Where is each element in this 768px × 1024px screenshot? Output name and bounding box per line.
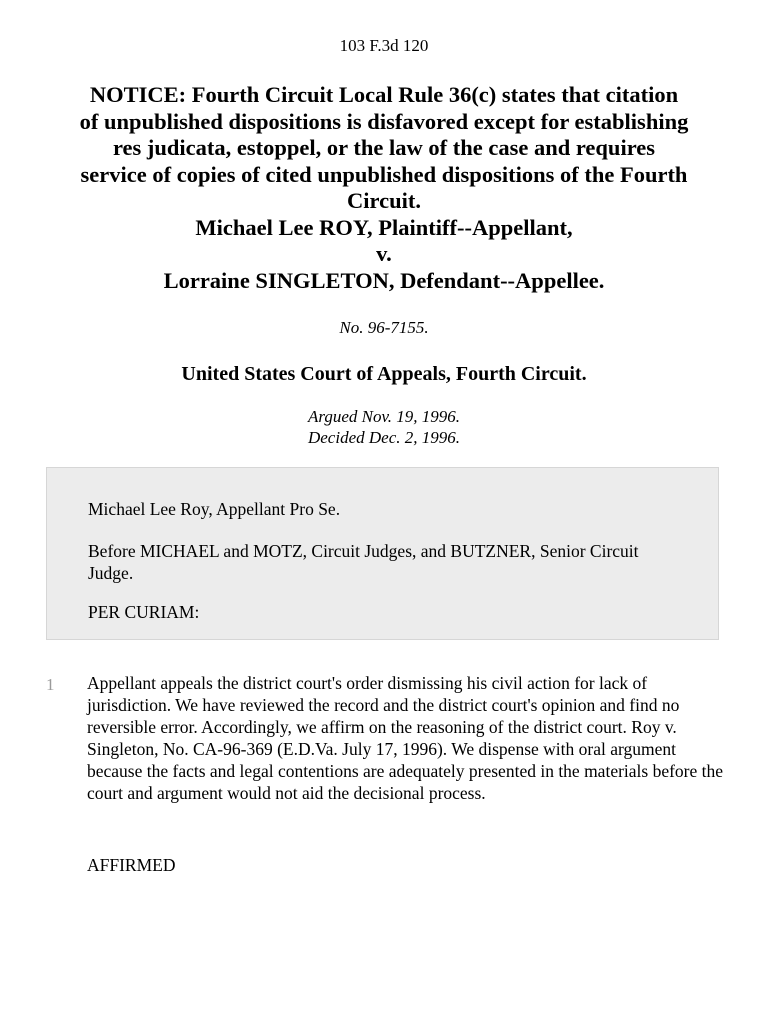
notice-line: NOTICE: Fourth Circuit Local Rule 36(c) states that citation bbox=[89, 82, 679, 107]
argued-date: Argued Nov. 19, 1996. bbox=[307, 407, 461, 426]
per-curiam-line: PER CURIAM: bbox=[88, 602, 200, 622]
versus-line: v. bbox=[376, 241, 392, 266]
notice-line: of unpublished dispositions is disfavored except for establishing bbox=[79, 108, 689, 134]
citation: 103 F.3d 120 bbox=[339, 36, 429, 55]
panel-line: Before MICHAEL and MOTZ, Circuit Judges, and BUTZNER, Senior Circuit Judge. bbox=[88, 541, 639, 583]
disposition: AFFIRMED bbox=[87, 855, 176, 875]
docket-number: No. 96-7155. bbox=[339, 318, 429, 337]
case-heading bbox=[20, 82, 748, 294]
notice-line: service of copies of cited unpublished dispositions of the Fourth bbox=[80, 161, 688, 187]
notice-line: Circuit. bbox=[347, 188, 421, 213]
plaintiff-line: Michael Lee ROY, Plaintiff--Appellant, bbox=[195, 214, 573, 240]
paragraph-number: 1 bbox=[46, 675, 55, 694]
counsel-line: Michael Lee Roy, Appellant Pro Se. bbox=[88, 499, 341, 519]
decided-date: Decided Dec. 2, 1996. bbox=[307, 428, 460, 447]
notice-line: res judicata, estoppel, or the law of the case and requires bbox=[112, 135, 656, 160]
opinion-paragraph: Appellant appeals the district court's order dismissing his civil action for lack of jurisdiction. We have reviewed the record and the district court's opinion and find no reversible error. Accordingly, we affirm on the reasoning of the district court. Roy v. Singleton, No. CA-96-369 (E.D.Va. July 17, 1996). We dispense with oral argument because the facts and legal contentions are adequately presented in the materials before the court and argument would not aid the decisional process. bbox=[87, 673, 724, 803]
case-header-box bbox=[46, 467, 719, 640]
court-name: United States Court of Appeals, Fourth Circuit. bbox=[181, 363, 587, 385]
defendant-line: Lorraine SINGLETON, Defendant--Appellee. bbox=[163, 267, 605, 293]
case-dates bbox=[0, 406, 768, 448]
